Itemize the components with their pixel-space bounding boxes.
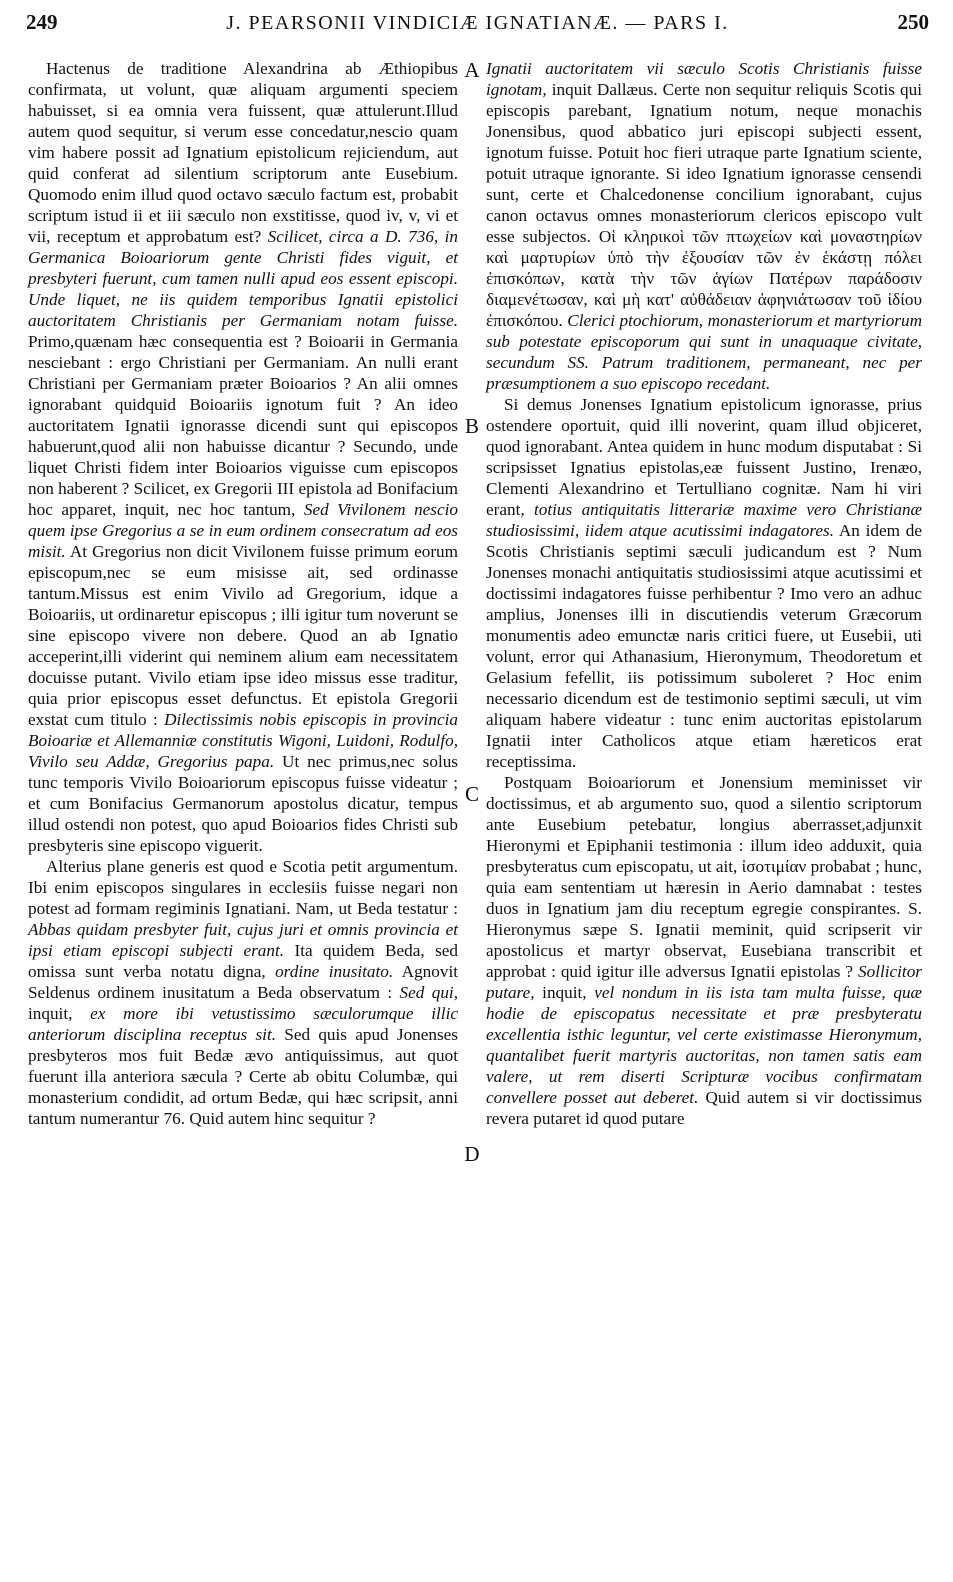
text-run: inquit, [28,1004,91,1023]
text-run: Quid autem si vir doctissimus revera putaret id quod putare [486,1088,922,1128]
italic-text: vel nondum in iis ista tam multa fuisse, quæ hodie de episcopatus necessitate et præ presbyteratu excellentia isthic leguntur, vel certe existimasse Hieronymum, quantalibet fuerit martyris auctoritas, non tamen satis eam valere, ut rem diserti Scripturæ vocibus confirmatam convellere posset aut deberet. [486,983,922,1107]
margin-marker-b: B [464,414,479,438]
page-header [26,10,929,44]
text-run: inquit Dallæus. Certe non sequitur reliquis Scotis qui episcopis parebant, Ignatium notum, neque monachis Jonensibus, quod abbatico juri episcopi subjecti essent, ignotum fuisse. Potuit hoc fieri utraque parte Ignatium sciente, potuit utraque ignorante. Si ideo Ignatium ignorasse censendi sunt, certe et Chalcedonense concilium ignorabant, cujus canon octavus omnes monasteriorum clericos episcopo vult esse subjectos. Οἱ κληρικοὶ τῶν πτωχείων καὶ μοναστηρίων καὶ μαρτυρίων ὑπὸ τὴν ἐξουσίαν τῶν ἐν ἑκάστῃ πόλει ἐπισκόπων, κατὰ τὴν τῶν ἁγίων Πατέρων παράδοσιν διαμενέτωσαν, καὶ μὴ κατ' αὐθάδειαν ἀφηνιάτωσαν τοῦ ἰδίου ἐπισκόπου. [486,80,922,330]
page-number-left: 249 [26,10,58,34]
text-run: Postquam Boioariorum et Jonensium meminisset vir doctissimus, et ab argumento suo, quod a silentio scriptorum ante Eusebium petebatur, longius aberrasset,adjunxit Hieronymi et Epiphanii testimonia : illum ideo adduxit, quia presbyteratus cum episcopatu, ut ait, ἰσοτιμίαν probabat ; hunc, quia eam sententiam ut hæresin in Aerio damnabat : testes duos in Ignatium jam diu receptum egregie conspirantes. S. Hieronymus sæpe S. Ignatii meminit, quid scripserit vir apostolicus et martyr observat, Eusebiana transcribit et approbat : quid igitur ille adversus Ignatii epistolas ? [486,773,922,981]
text-run: At Gregorius non dicit Vivilonem fuisse primum eorum episcopum,nec se eum misisse ait, sed ordinasse tantum.Missus est enim Vivilo ad Gregorium, idque a Boioariis, ut ordinaretur episcopus ; illi igitur tum noverunt se sine episcopo vivere non debere. Quod an ab Ignatio acceperint,illi viderint qui neminem alium eam necessitatem docuisse putant. Vivilo etiam ipse ideo missus esse traditur, quia prior episcopus esset defunctus. Et epistola Gregorii exstat cum titulo : [28,542,458,729]
text-run: Ita quidem Beda, sed omissa sunt verba notatu digna, [28,941,458,981]
right-text-column [486,58,922,1129]
left-text-column [28,58,458,1129]
margin-marker-c: C [464,782,479,806]
margin-marker-d: D [464,1142,480,1166]
italic-text: ex more ibi vetustissimo sæculorumque illic anteriorum disciplina receptus sit. [28,1004,458,1044]
text-run: Si demus Jonenses Ignatium epistolicum ignorasse, prius ostendere oportuit, quid illi noverint, quam illud objiceret, quod ignorabant. Antea quidem in hunc modum disputabat : Si scripsisset Ignatius epistolas,eæ fuissent Justino, Irenæo, Clementi Alexandrino et Tertulliano cognitæ. Nam hi viri erant, [486,395,922,519]
margin-marker-a: A [464,58,480,82]
italic-text: Abbas quidam presbyter fuit, cujus juri et omnis provincia et ipsi etiam episcopi subjecti erant. [28,920,458,960]
italic-text: Ignatii auctoritatem vii sæculo Scotis Christianis fuisse ignotam, [486,59,922,99]
text-run: Alterius plane generis est quod e Scotia petit argumentum. Ibi enim episcopos singulares in ecclesiis fuisse negari non potest ad formam regiminis Ignatiani. Nam, ut Beda testatur : [28,857,458,918]
italic-text: Scilicet, circa a D. 736, in Germanica Boioariorum gente Christi fides viguit, et presbyteri fuerunt, cum tamen nulli apud eos essent episcopi. Unde liquet, ne iis quidem temporibus Ignatii epistolici auctoritatem Christianis per Germaniam notam fuisse. [28,227,458,330]
italic-text: Sollicitor putare, [486,962,922,1002]
page-number-right: 250 [897,10,929,34]
italic-text: ordine inusitato. [275,962,394,981]
italic-text: Clerici ptochiorum, monasteriorum et martyriorum sub potestate episcoporum qui sunt in unaquaque civitate, secundum SS. Patrum traditionem, permaneant, nec per præsumptionem a suo episcopo recedant. [486,311,922,393]
paragraph [486,58,922,394]
text-run: Primo,quænam hæc consequentia est ? Boioarii in Germania nesciebant : ergo Christiani per Germaniam. An nulli erant Christiani per Germaniam præter Boioarios ? An alii omnes ignorabant quidquid Boioariis ignotum fuit ? An ideo auctoritatem Ignatii ignorasse dicendi sunt qui episcopos habuerunt,quod alii non habuisse dicantur ? Secundo, unde liquet Christi fidem inter Boioarios viguisse cum episcopos non haberent ? Scilicet, ex Gregorii III epistola ad Bonifacium hoc apparet, inquit, nec hoc tantum, [28,332,458,519]
text-run: Ut nec primus,nec solus tunc temporis Vivilo Boioariorum episcopus fuisse videatur ; et cum Bonifacius Germanorum apostolus dicatur, tempus illud ostendi non potest, quo apud Boioarios fides Christi sub presbyteris sine episcopo viguerit. [28,752,458,855]
italic-text: Sed Vivilonem nescio quem ipse Gregorius a se in eum ordinem consecratum ad eos misit. [28,500,458,561]
italic-text: Dilectissimis nobis episcopis in provincia Boioariæ et Allemanniæ constitutis Wigoni, Luidoni, Rodulfo, Vivilo seu Addæ, Gregorius papa. [28,710,458,771]
text-run: Hactenus de traditione Alexandrina ab Æthiopibus confirmata, ut volunt, quæ aliquam argumenti speciem habuisset, si ea omnia vera fuissent, quæ attulerunt.Illud autem quod sequitur, si verum esse concedatur,nescio quam vim habere possit ad Ignatium epistolicum rejiciendum, aut quid conferat ad silentium scriptorum ante Eusebium. Quomodo enim illud quod octavo sæculo factum est, probabit scriptum istud ii et iii sæculo non exstitisse, quod iv, v, vi et vii, receptum et approbatum est? [28,59,458,246]
paragraph [28,58,458,856]
paragraph [28,856,458,1129]
italic-text: Sed qui, [399,983,458,1002]
italic-text: totius antiquitatis litterariæ maxime vero Christianæ studiosissimi, iidem atque acutissimi indagatores. [486,500,923,540]
text-run: Agnovit Seldenus ordinem inusitatum a Beda observatum : [28,962,459,1002]
text-run: inquit, [534,983,595,1002]
text-run: Sed quis apud Jonenses presbyteros mos fuit Bedæ ævo antiquissimus, aut quot fuerunt illa anteriora sæcula ? Certe ab obitu Columbæ, qui monasterium condidit, ad ortum Bedæ, qui hæc scripsit, anni tantum numerantur 76. Quid autem hinc sequitur ? [28,1025,458,1128]
running-title: J. PEARSONII VINDICIÆ IGNATIANÆ. — PARS I. [226,12,729,34]
text-run: An idem de Scotis Christianis septimi sæculi judicandum est ? Num Jonenses monachi antiquitatis studiosissimi atque acutissimi et doctissimi indagatores fuisse perhibentur ? Imo vero an adhuc amplius, Jonenses illi in discutiendis veterum Græcorum monumentis adeo emunctæ naris critici fuere, ut Eusebii, uti volunt, error qui Athanasium, Hieronymum, Theodoretum et Gelasium fefellit, iis potissimum suboleret ? Hoc enim necessario dicendum est de testimonio septimi sæculi, ut vim aliquam habere videatur : tunc enim auctoritas epistolarum Ignatii inter Catholicos atque etiam hæreticos erat receptissima. [486,521,922,771]
paragraph [486,394,922,772]
paragraph [486,772,922,1129]
